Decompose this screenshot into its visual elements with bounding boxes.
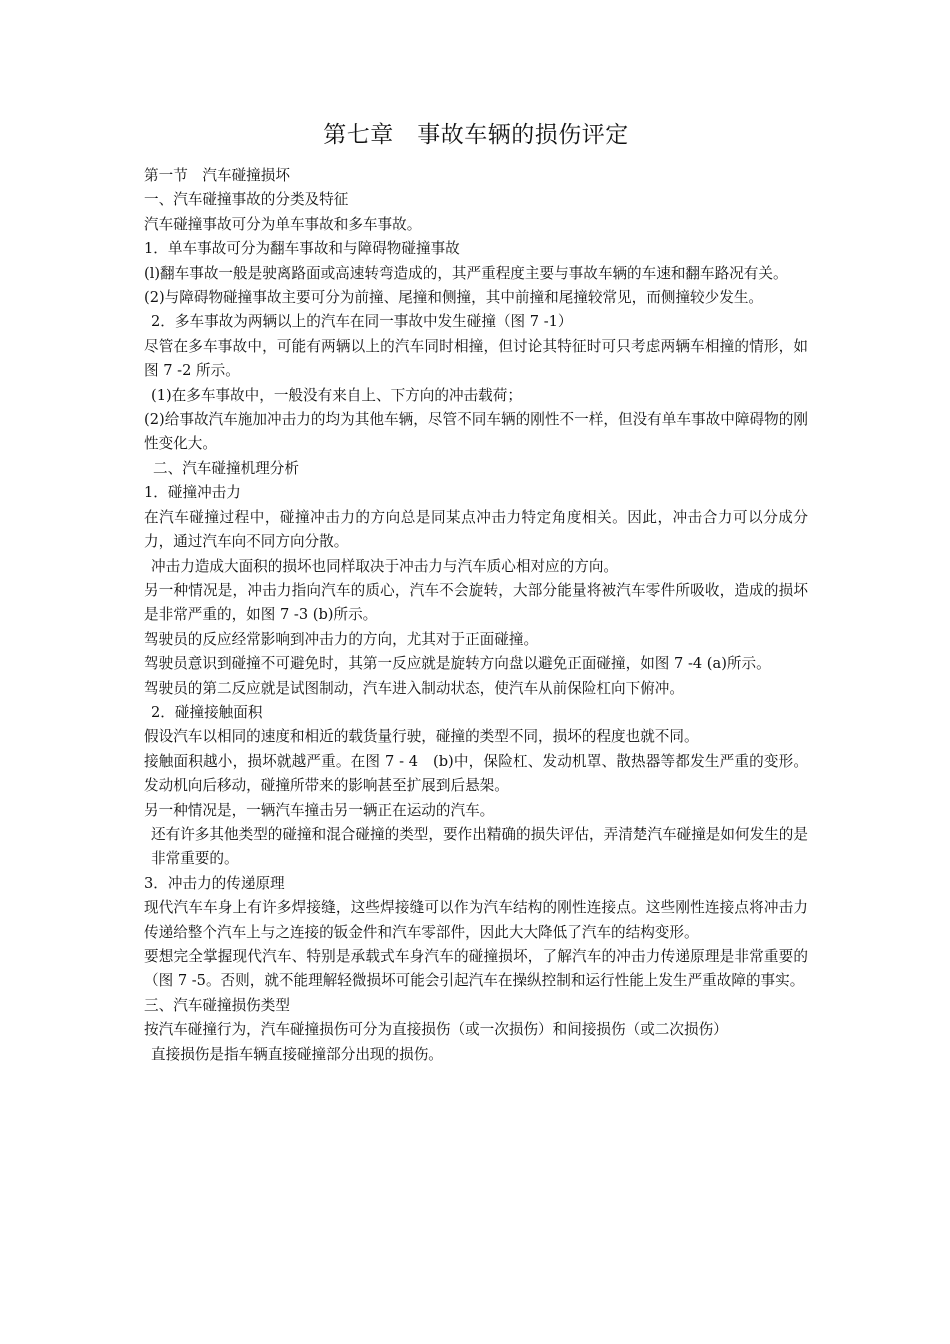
paragraph: 汽车碰撞事故可分为单车事故和多车事故。 bbox=[144, 215, 422, 233]
paragraph: (2)与障碍物碰撞事故主要可分为前撞、尾撞和侧撞，其中前撞和尾撞较常见，而侧撞较少发生。 bbox=[144, 289, 764, 307]
document-body bbox=[144, 164, 808, 1067]
paragraph: 按汽车碰撞行为，汽车碰撞损伤可分为直接损伤（或一次损伤）和间接损伤（或二次损伤） bbox=[144, 1021, 728, 1039]
paragraph: 冲击力造成大面积的损坏也同样取决于冲击力与汽车质心相对应的方向。 bbox=[151, 557, 619, 575]
paragraph: 还有许多其他类型的碰撞和混合碰撞的类型，要作出精确的损失评估，弄清楚汽车碰撞是如何发生的是非常重要的。 bbox=[151, 825, 808, 868]
paragraph: 另一种情况是，冲击力指向汽车的质心，汽车不会旋转，大部分能量将被汽车零件所吸收，造成的损坏是非常严重的，如图 7 -3 (b)所示。 bbox=[144, 581, 808, 624]
subsection-heading: 一、汽车碰撞事故的分类及特征 bbox=[144, 191, 349, 209]
numbered-heading: 2．多车事故为两辆以上的汽车在同一事故中发生碰撞（图 7 -1） bbox=[151, 313, 573, 331]
paragraph: 要想完全掌握现代汽车、特别是承载式车身汽车的碰撞损坏，了解汽车的冲击力传递原理是非常重要的（图 7 -5。否则，就不能理解轻微损坏可能会引起汽车在操纵控制和运行性能上发生严重故障的事实。 bbox=[144, 948, 808, 990]
paragraph: 假设汽车以相同的速度和相近的载货量行驶，碰撞的类型不同，损坏的程度也就不同。 bbox=[144, 728, 699, 746]
document-page bbox=[144, 0, 808, 1067]
paragraph: 驾驶员的第二反应就是试图制动，汽车进入制动状态，使汽车从前保险杠向下俯冲。 bbox=[144, 679, 684, 697]
paragraph: 接触面积越小，损坏就越严重。在图 7 - 4 (b)中，保险杠、发动机罩、散热器等都发生严重的变形。发动机向后移动，碰撞所带来的影响甚至扩展到后悬架。 bbox=[144, 752, 808, 795]
paragraph: (l)翻车事故一般是驶离路面或高速转弯造成的，其严重程度主要与事故车辆的车速和翻车路况有关。 bbox=[144, 264, 788, 282]
numbered-heading: 1．单车事故可分为翻车事故和与障碍物碰撞事故 bbox=[144, 240, 460, 258]
paragraph: 现代汽车车身上有许多焊接缝，这些焊接缝可以作为汽车结构的刚性连接点。这些刚性连接点将冲击力传递给整个汽车上与之连接的钣金件和汽车零部件，因此大大降低了汽车的结构变形。 bbox=[144, 899, 808, 941]
numbered-heading: 3．冲击力的传递原理 bbox=[144, 874, 285, 892]
numbered-heading: 2．碰撞接触面积 bbox=[151, 703, 263, 721]
paragraph: 驾驶员意识到碰撞不可避免时，其第一反应就是旋转方向盘以避免正面碰撞，如图 7 -4 (a)所示。 bbox=[144, 655, 771, 673]
paragraph: 直接损伤是指车辆直接碰撞部分出现的损伤。 bbox=[151, 1045, 443, 1063]
subsection-heading: 三、汽车碰撞损伤类型 bbox=[144, 996, 290, 1014]
numbered-heading: 1．碰撞冲击力 bbox=[144, 484, 241, 502]
paragraph: 尽管在多车事故中，可能有两辆以上的汽车同时相撞，但讨论其特征时可只考虑两辆车相撞的情形，如图 7 -2 所示。 bbox=[144, 337, 808, 380]
paragraph: 驾驶员的反应经常影响到冲击力的方向，尤其对于正面碰撞。 bbox=[144, 630, 539, 648]
paragraph: (2)给事故汽车施加冲击力的均为其他车辆，尽管不同车辆的刚性不一样，但没有单车事故中障碍物的刚性变化大。 bbox=[144, 411, 808, 453]
section-heading: 第一节 汽车碰撞损坏 bbox=[144, 167, 290, 184]
paragraph: (1)在多车事故中，一般没有来自上、下方向的冲击载荷； bbox=[151, 386, 522, 404]
chapter-title: 第七章 事故车辆的损伤评定 bbox=[323, 122, 629, 148]
paragraph: 另一种情况是，一辆汽车撞击另一辆正在运动的汽车。 bbox=[144, 801, 495, 819]
subsection-heading: 二、汽车碰撞机理分析 bbox=[153, 459, 299, 477]
paragraph: 在汽车碰撞过程中，碰撞冲击力的方向总是同某点冲击力特定角度相关。因此，冲击合力可以分成分力，通过汽车向不同方向分散。 bbox=[144, 508, 808, 551]
